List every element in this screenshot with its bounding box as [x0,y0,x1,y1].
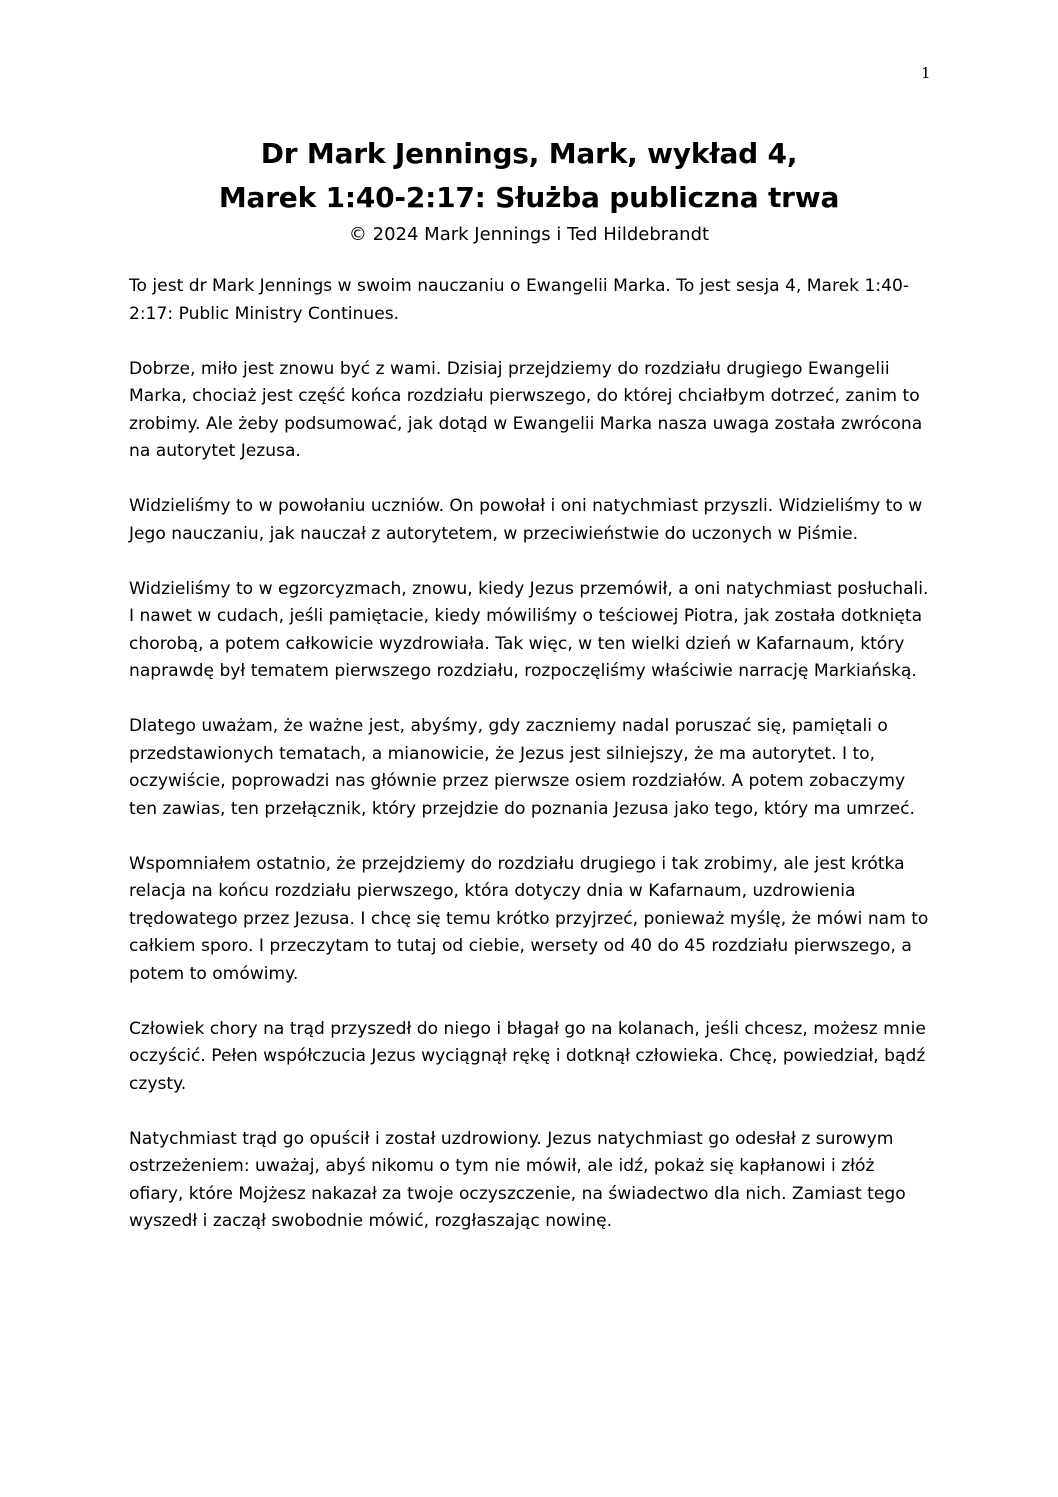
document-body [129,273,934,1263]
paragraph: Wspomniałem ostatnio, że przejdziemy do rozdziału drugiego i tak zrobimy, ale jest krótka relacja na końcu rozdziału pierwszego, która dotyczy dnia w Kafarnaum, uzdrowienia trędowatego przez Jezusa. I chcę się temu krótko przyjrzeć, ponieważ myślę, że mówi nam to całkiem sporo. I przeczytam to tutaj od ciebie, wersety od 40 do 45 rozdziału pierwszego, a potem to omówimy. [129,853,929,984]
paragraph: Widzieliśmy to w powołaniu uczniów. On powołał i oni natychmiast przyszli. Widzieliśmy to w Jego nauczaniu, jak nauczał z autorytetem, w przeciwieństwie do uczonych w Piśmie. [129,496,923,544]
paragraph: Widzieliśmy to w egzorcyzmach, znowu, kiedy Jezus przemówił, a oni natychmiast posłuchali. I nawet w cudach, jeśli pamiętacie, kiedy mówiliśmy o teściowej Piotra, jak została dotknięta chorobą, a potem całkowicie wyzdrowiała. Tak więc, w ten wielki dzień w Kafarnaum, który naprawdę był tematem pierwszego rozdziału, rozpoczęliśmy właściwie narrację Markiańską. [129,578,929,681]
document-title-line-2: Marek 1:40-2:17: Służba publiczna trwa [218,181,840,214]
paragraph: Dobrze, miło jest znowu być z wami. Dzisiaj przejdziemy do rozdziału drugiego Ewangelii Marka, chociaż jest część końca rozdziału pierwszego, do której chciałbym dotrzeć, zanim to zrobimy. Ale żeby podsumować, jak dotąd w Ewangelii Marka nasza uwaga została zwrócona na autorytet Jezusa. [129,358,923,461]
copyright-notice: © 2024 Mark Jennings i Ted Hildebrandt [348,224,710,245]
paragraph: Człowiek chory na trąd przyszedł do niego i błagał go na kolanach, jeśli chcesz, możesz mnie oczyścić. Pełen współczucia Jezus wyciągnął rękę i dotknął człowieka. Chcę, powiedział, bądź czysty. [129,1018,926,1094]
paragraph: To jest dr Mark Jennings w swoim nauczaniu o Ewangelii Marka. To jest sesja 4, Marek 1:40-2:17: Public Ministry Continues. [129,276,910,324]
paragraph: Dlatego uważam, że ważne jest, abyśmy, gdy zaczniemy nadal poruszać się, pamiętali o przedstawionych tematach, a mianowicie, że Jezus jest silniejszy, że ma autorytet. I to, oczywiście, poprowadzi nas głównie przez pierwsze osiem rozdziałów. A potem zobaczymy ten zawias, ten przełącznik, który przejdzie do poznania Jezusa jako tego, który ma umrzeć. [129,716,915,819]
document-title-line-1: Dr Mark Jennings, Mark, wykład 4, [260,137,798,170]
document-header [0,132,1058,248]
page-number: 1 [921,64,931,82]
paragraph: Natychmiast trąd go opuścił i został uzdrowiony. Jezus natychmiast go odesłał z surowym ostrzeżeniem: uważaj, abyś nikomu o tym nie mówił, ale idź, pokaż się kapłanowi i złóż ofiary, które Mojżesz nakazał za twoje oczyszczenie, na świadectwo dla nich. Zamiast tego wyszedł i zaczął swobodnie mówić, rozgłaszając nowinę. [129,1128,906,1231]
